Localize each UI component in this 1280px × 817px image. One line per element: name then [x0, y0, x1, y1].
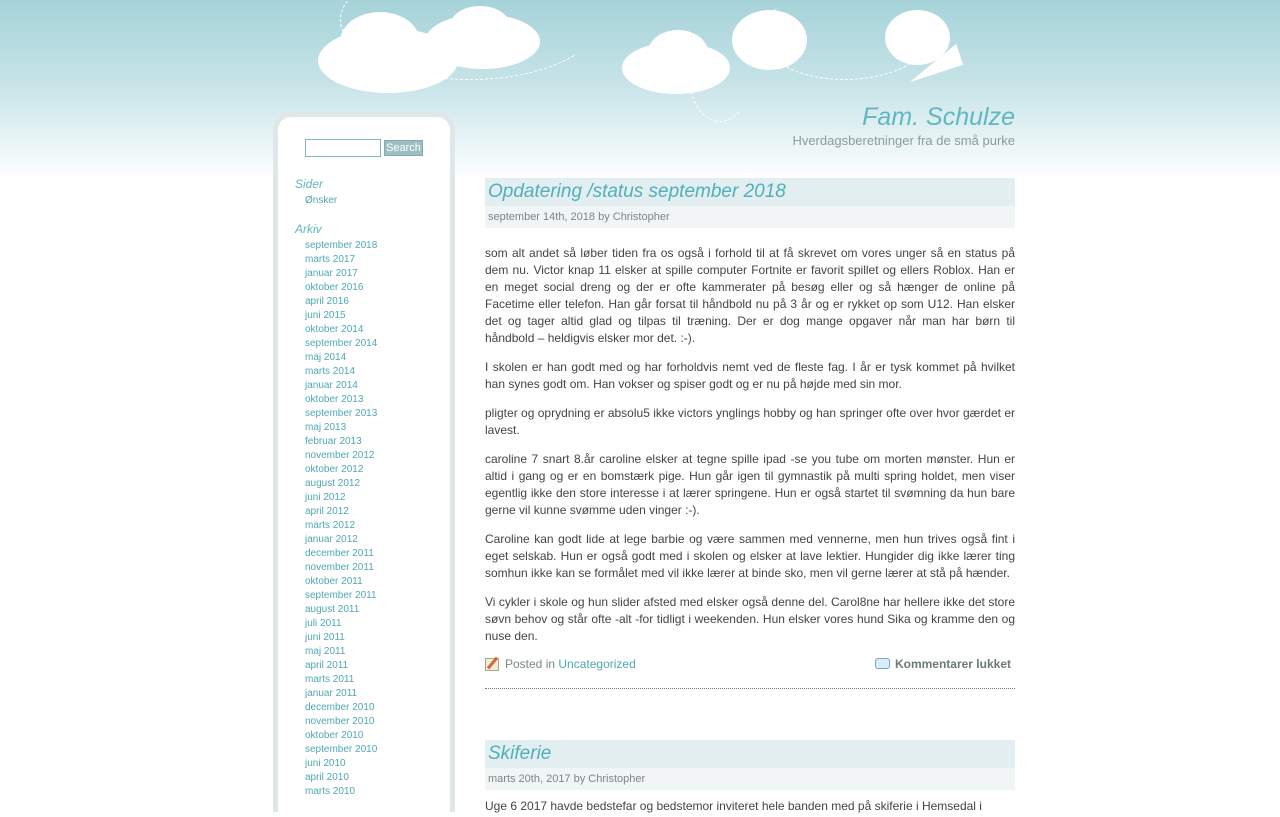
- post-paragraph: caroline 7 snart 8.år caroline elsker at tegne spille ipad -se you tube om morten mønster. Hun er altid i gang og er en bomstærk pige. Hun går igen til gymnastik på multi spring holdet, men viser egentlig ikke den store interesse i at lærer springene. Hun er også startet til svømning da hun bare gerne vil kunne svømme uden vinger :-).: [485, 452, 1015, 517]
- site-description: Hverdagsberetninger fra de små purke: [792, 133, 1015, 148]
- post-paragraph: Vi cykler i skole og hun slider afsted med elsker også denne del. Carol8ne har hellere ikke det store søvn behov og står ofte -alt -for tidligt i weekenden. Hun elsker vores hund Sika og kramme den og nuse den.: [485, 595, 1015, 643]
- archive-link[interactable]: juli 2011: [305, 618, 342, 629]
- page-link-onsker[interactable]: Ønsker: [305, 195, 338, 206]
- archive-link[interactable]: oktober 2012: [305, 464, 364, 475]
- edit-icon: [485, 658, 499, 671]
- archive-link[interactable]: oktober 2010: [305, 730, 364, 741]
- cloud-trail-decoration: [690, 40, 750, 122]
- archive-link[interactable]: november 2011: [305, 562, 374, 573]
- comment-bubble-icon: [875, 658, 890, 669]
- archive-link[interactable]: juni 2015: [305, 310, 346, 321]
- post-title[interactable]: Skiferie: [485, 740, 1015, 768]
- archive-link[interactable]: oktober 2016: [305, 282, 364, 293]
- pages-list: [305, 194, 337, 208]
- post-body: [485, 798, 1015, 815]
- archive-link[interactable]: september 2013: [305, 408, 378, 419]
- post-body: [485, 245, 1015, 645]
- post-paragraph: som alt andet så løber tiden fra os også i forhold til at få skrevet om vores unger så en status på dem nu. Victor knap 11 elsker at spille computer Fortnite er favorit spillet og ellers Roblox. Han er en meget social dreng og der er ofte kammerater på besøg eller og så hænger de online på Facetime eller telefon. Han går forsat til håndbold nu på 3 år og er rykket op som U12. Han elsker det og tager altid glad og tilpas til træning. Der er dog mange opgaver når man har børn til håndbold – heldigvis elsker mor det. :-).: [485, 246, 1015, 345]
- post: [485, 740, 1015, 815]
- archive-heading: Arkiv: [295, 222, 322, 236]
- main-content: [485, 178, 1015, 815]
- archive-link[interactable]: september 2010: [305, 744, 378, 755]
- archive-link[interactable]: januar 2017: [305, 268, 358, 279]
- post-paragraph: pligter og oprydning er absolu5 ikke victors ynglings hobby og han springer ofte over hvor gærdet er lavest.: [485, 406, 1015, 437]
- archive-link[interactable]: marts 2012: [305, 520, 356, 531]
- archive-link[interactable]: marts 2017: [305, 254, 356, 265]
- archive-link[interactable]: april 2012: [305, 506, 349, 517]
- archive-link[interactable]: september 2011: [305, 590, 377, 601]
- archive-link[interactable]: september 2014: [305, 338, 378, 349]
- archive-link[interactable]: juni 2011: [305, 632, 345, 643]
- posted-in: [505, 657, 636, 671]
- post-footer: [485, 655, 1015, 677]
- archive-link[interactable]: november 2010: [305, 716, 375, 727]
- post-meta: marts 20th, 2017 by Christopher: [485, 768, 1015, 790]
- search-button[interactable]: Search: [384, 140, 423, 156]
- post-meta: september 14th, 2018 by Christopher: [485, 206, 1015, 228]
- archive-link[interactable]: april 2016: [305, 296, 349, 307]
- archive-link[interactable]: april 2010: [305, 772, 349, 783]
- archive-link[interactable]: februar 2013: [305, 436, 362, 447]
- archive-link[interactable]: januar 2012: [305, 534, 358, 545]
- site-title[interactable]: Fam. Schulze: [862, 103, 1015, 131]
- archive-link[interactable]: marts 2011: [305, 674, 355, 685]
- archive-link[interactable]: august 2011: [305, 604, 360, 615]
- archive-link[interactable]: maj 2014: [305, 352, 347, 363]
- archive-link[interactable]: oktober 2011: [305, 576, 363, 587]
- archive-link[interactable]: juni 2010: [305, 758, 346, 769]
- archive-link[interactable]: oktober 2013: [305, 394, 364, 405]
- archive-link[interactable]: december 2011: [305, 548, 374, 559]
- post-paragraph: Uge 6 2017 havde bedstefar og bedstemor inviteret hele banden med på skiferie i Hemsedal i: [485, 799, 982, 813]
- post-divider: [485, 688, 1015, 740]
- archive-link[interactable]: oktober 2014: [305, 324, 364, 335]
- comments-status: Kommentarer lukket: [894, 657, 1011, 671]
- posted-in-label: Posted in: [505, 657, 556, 671]
- archive-link[interactable]: september 2018: [305, 240, 378, 251]
- archive-link[interactable]: maj 2011: [305, 646, 346, 657]
- post: [485, 178, 1015, 740]
- archive-link[interactable]: maj 2013: [305, 422, 347, 433]
- category-link[interactable]: Uncategorized: [558, 657, 636, 671]
- pages-heading: Sider: [295, 177, 324, 191]
- header-banner: [0, 0, 1280, 180]
- archive-link[interactable]: marts 2014: [305, 366, 356, 377]
- post-paragraph: Caroline kan godt lide at lege barbie og være sammen med vennerne, men hun trives også fint i eget selskab. Hun er også godt med i skolen og elsker at lave lektier. Hungider dig ikke lærer ting somhun ikke kan se formålet med vil ikke lærer at binde sko, men vil gerne lærer at stå på hænder.: [485, 532, 1015, 580]
- search-input[interactable]: [305, 139, 381, 157]
- archive-link[interactable]: januar 2011: [305, 688, 358, 699]
- archive-list: [305, 239, 377, 799]
- archive-link[interactable]: juni 2012: [305, 492, 346, 503]
- archive-link[interactable]: august 2012: [305, 478, 361, 489]
- archive-link[interactable]: december 2010: [305, 702, 375, 713]
- archive-link[interactable]: november 2012: [305, 450, 375, 461]
- post-title[interactable]: Opdatering /status september 2018: [485, 178, 1015, 206]
- archive-link[interactable]: marts 2010: [305, 786, 356, 797]
- archive-link[interactable]: januar 2014: [305, 380, 358, 391]
- post-paragraph: I skolen er han godt med og har forholdvis nemt ved de fleste fag. I år er tysk kommet på hvilket han synes godt om. Han vokser og spiser godt og er nu på højde med sin mor.: [485, 360, 1015, 391]
- archive-link[interactable]: april 2011: [305, 660, 349, 671]
